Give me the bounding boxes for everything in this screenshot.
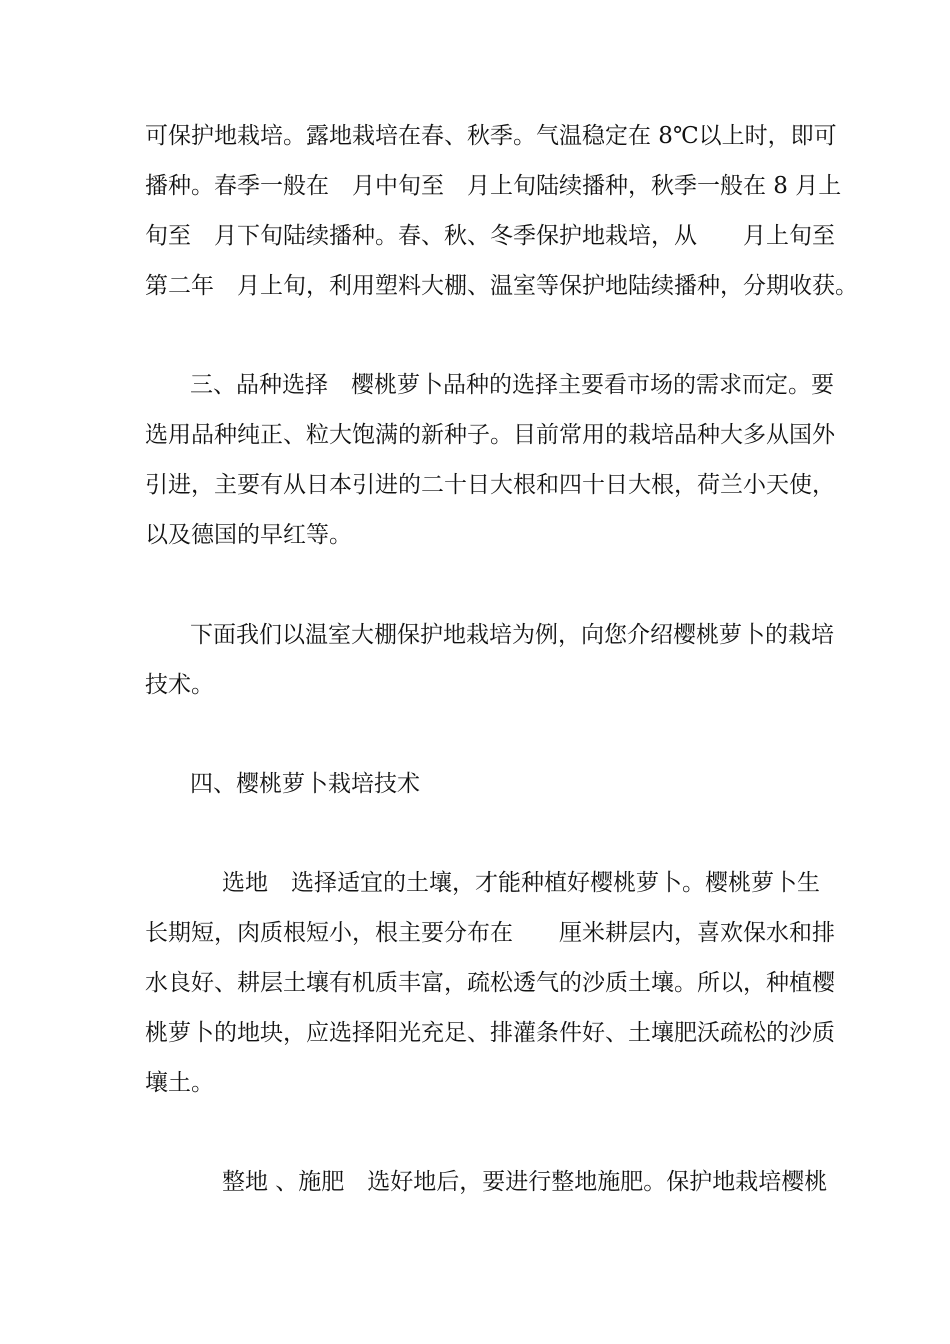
paragraph-2-line-2: 选用品种纯正、粒大饱满的新种子。目前常用的栽培品种大多从国外 [145,422,835,448]
paragraph-5-line-5: 壤土。 [145,1070,214,1096]
paragraph-3-line-1: 下面我们以温室大棚保护地栽培为例，向您介绍樱桃萝卜的栽培 [190,622,834,648]
paragraph-6-line-1: 整地 、施肥 选好地后，要进行整地施肥。保护地栽培樱桃 [222,1169,828,1195]
paragraph-5-line-2: 长期短，肉质根短小，根主要分布在 厘米耕层内，喜欢保水和排 [145,920,835,946]
paragraph-1-line-4: 第二年 月上旬，利用塑料大棚、温室等保护地陆续播种，分期收获。 [145,273,858,299]
paragraph-5-line-1: 选地 选择适宜的土壤，才能种植好樱桃萝卜。樱桃萝卜生 [222,870,820,896]
paragraph-5-line-3: 水良好、耕层土壤有机质丰富，疏松透气的沙质土壤。所以，种植樱 [145,970,835,996]
paragraph-1-line-1: 可保护地栽培。露地栽培在春、秋季。气温稳定在 8℃以上时，即可 [145,123,837,149]
section-heading: 四、樱桃萝卜栽培技术 [190,771,420,797]
paragraph-2-line-4: 以及德国的早红等。 [145,522,352,548]
paragraph-1-line-2: 播种。春季一般在 月中旬至 月上旬陆续播种，秋季一般在 8 月上 [145,173,842,199]
paragraph-2-line-1: 三、品种选择 樱桃萝卜品种的选择主要看市场的需求而定。要 [190,372,834,398]
paragraph-1-line-3: 旬至 月下旬陆续播种。春、秋、冬季保护地栽培，从 月上旬至 [145,223,835,249]
paragraph-2-line-3: 引进，主要有从日本引进的二十日大根和四十日大根，荷兰小天使， [145,472,835,498]
paragraph-3-line-2: 技术。 [145,672,214,698]
paragraph-5-line-4: 桃萝卜的地块，应选择阳光充足、排灌条件好、土壤肥沃疏松的沙质 [145,1020,835,1046]
